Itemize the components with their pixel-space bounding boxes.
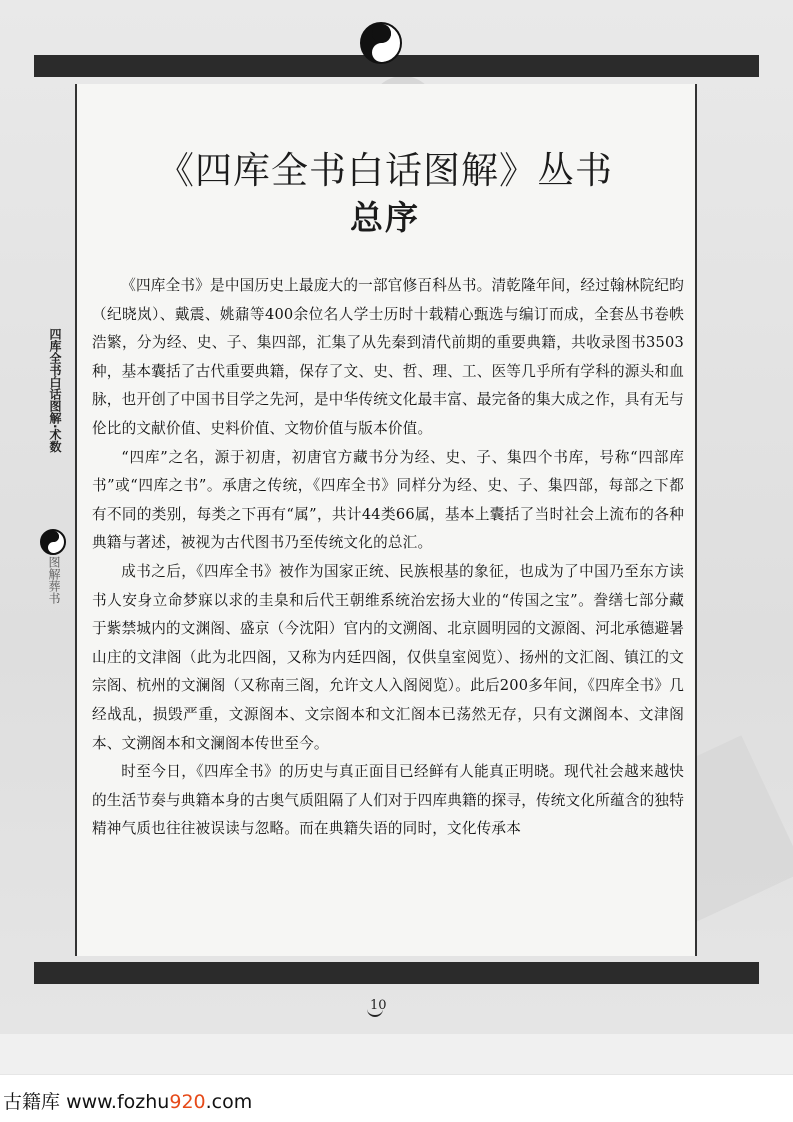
- page-number: 10: [370, 998, 387, 1013]
- source-domain-prefix: www.fozhu: [66, 1091, 170, 1113]
- page-subtitle: 总序: [350, 198, 420, 237]
- paragraph: 成书之后，《四库全书》被作为国家正统、民族根基的象征，也成为了中国乃至东方读书人安身立命梦寐以求的圭臬和后代王朝维系统治宏扬大业的“传国之宝”。誊缮七部分藏于紫禁城内的文渊阁、盛京（今沈阳）官内的文溯阁、北京圆明园的文源阁、河北承德避暑山庄的文津阁（此为北四阁，又称为内廷四阁，仅供皇室阅览）、扬州的文汇阁、镇江的文宗阁、杭州的文澜阁（又称南三阁，允许文人入阁阅览）。此后200多年间，《四库全书》几经战乱，损毁严重，文源阁本、文宗阁本和文汇阁本已荡然无存，只有文渊阁本、文津阁本、文溯阁本和文澜阁本传世至今。: [92, 562, 684, 752]
- paragraph: “四库”之名，源于初唐，初唐官方藏书分为经、史、子、集四个书库，号称“四部库书”或“四库之书”。承唐之传统，《四库全书》同样分为经、史、子、集四部，每部之下都有不同的类别，每类之下再有“属”，共计44类66属，基本上囊括了当时社会上流布的各种典籍与著述，被视为古代图书乃至传统文化的总汇。: [92, 448, 684, 552]
- bottom-border-bar: [34, 962, 759, 984]
- paragraph: 《四库全书》是中国历史上最庞大的一部官修百科丛书。清乾隆年间，经过翰林院纪昀（纪晓岚）、戴震、姚鼐等400余位名人学士历时十载精心甄选与编订而成，全套丛书卷帙浩繁，分为经、史、子、集四部，汇集了从先秦到清代前期的重要典籍，共收录图书3503种，基本囊括了古代重要典籍，保存了文、史、哲、理、工、医等几乎所有学科的源头和血脉，也开创了中国书目学之先河，是中华传统文化最丰富、最完备的集大成之作，具有无与伦比的文献价值、史料价值、文物价值与版本价值。: [92, 277, 684, 437]
- side-book-subtitle: 图解葬书: [47, 556, 61, 604]
- source-name: 古籍库: [3, 1091, 61, 1113]
- preface-body: [92, 272, 684, 844]
- source-watermark: [3, 1087, 252, 1114]
- paragraph: 时至今日，《四库全书》的历史与真正面目已经鲜有人能真正明晓。现代社会越来越快的生活节奏与典籍本身的古奥气质阻隔了人们对于四库典籍的探寻，传统文化所蕴含的独特精神气质也往往被误读与忽略。而在典籍失语的同时，文化传承本: [92, 763, 684, 838]
- source-domain-highlight: 920: [169, 1091, 206, 1113]
- side-yinyang-icon: [40, 529, 66, 555]
- footer-band: [0, 1034, 793, 1074]
- top-border-bar: [34, 55, 759, 77]
- yinyang-icon: [360, 22, 402, 64]
- side-book-title: 四库全书白话图解·术数: [48, 328, 62, 453]
- page-title: 《四库全书白话图解》丛书: [157, 149, 613, 192]
- source-domain-suffix: .com: [205, 1091, 253, 1113]
